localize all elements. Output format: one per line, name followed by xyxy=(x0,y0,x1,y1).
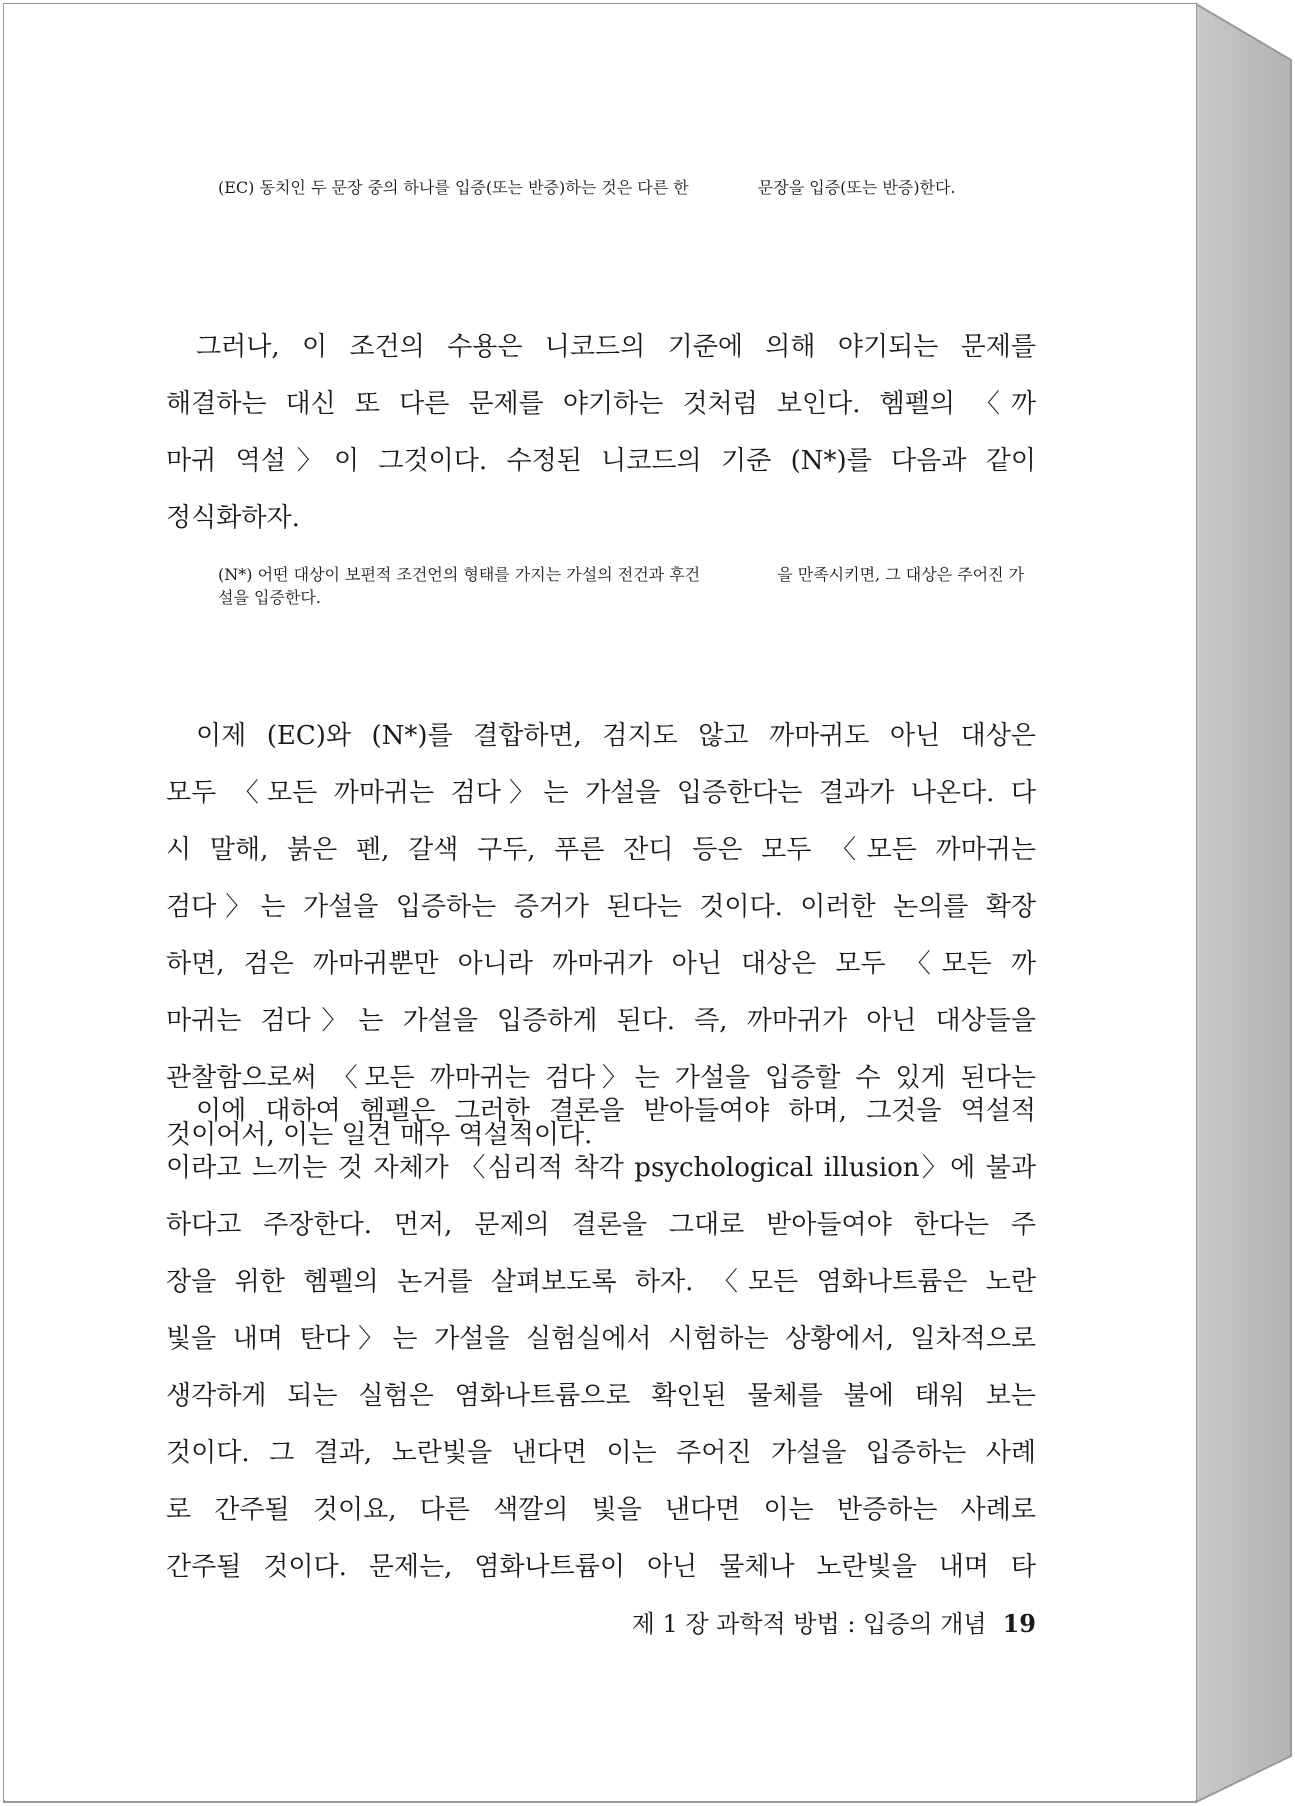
paragraph-line: 해결하는 대신 또 다른 문제를 야기하는 것처럼 보인다. 헴펠의 〈까 xyxy=(166,389,1036,419)
paragraph-line: 시 말해, 붉은 펜, 갈색 구두, 푸른 잔디 등은 모두 〈모든 까마귀는 xyxy=(166,835,1036,865)
paragraph-line: 마귀는 검다〉는 가설을 입증하게 된다. 즉, 까마귀가 아닌 대상들을 xyxy=(166,1006,1036,1036)
paragraph-line: 모두 〈모든 까마귀는 검다〉는 가설을 입증한다는 결과가 나온다. 다 xyxy=(166,778,1036,808)
paragraph-line: 정식화하자. xyxy=(166,503,300,533)
paragraph-line: 마귀 역설〉이 그것이다. 수정된 니코드의 기준 (N*)를 다음과 같이 xyxy=(166,446,1036,476)
paragraph-line: 그러나, 이 조건의 수용은 니코드의 기준에 의해 야기되는 문제를 xyxy=(196,332,1036,362)
quote-ec xyxy=(218,175,1036,198)
paragraph-line: 장을 위한 헴펠의 논거를 살펴보도록 하자. 〈모든 염화나트륨은 노란 xyxy=(166,1267,1036,1297)
paragraph-line: 이라고 느끼는 것 자체가 〈심리적 착각 psychological illusion〉에 불과 xyxy=(166,1153,1036,1183)
chapter-title: 제 1 장 과학적 방법 : 입증의 개념 xyxy=(631,1610,987,1638)
paragraph-line: 하면, 검은 까마귀뿐만 아니라 까마귀가 아닌 대상은 모두 〈모든 까 xyxy=(166,949,1036,979)
paragraph-line: 간주될 것이다. 문제는, 염화나트륨이 아닌 물체나 노란빛을 내며 타 xyxy=(166,1552,1036,1582)
paragraph-1 xyxy=(166,319,1036,547)
quote-ec-line-2: 문장을 입증(또는 반증)한다. xyxy=(757,178,956,197)
paragraph-line: 것이다. 그 결과, 노란빛을 낸다면 이는 주어진 가설을 입증하는 사례 xyxy=(166,1438,1036,1468)
paragraph-line: 생각하게 되는 실험은 염화나트륨으로 확인된 물체를 불에 태워 보는 xyxy=(166,1381,1036,1411)
quote-n-line-2: 을 만족시키면, 그 대상은 주어진 가설을 입증한다. xyxy=(218,565,1025,607)
paragraph-line: 관찰함으로써 〈모든 까마귀는 검다〉는 가설을 입증할 수 있게 된다는 xyxy=(166,1063,1036,1093)
quote-n-star xyxy=(218,562,1036,608)
paragraph-line: 것이어서, 이는 일견 매우 역설적이다. xyxy=(166,1120,593,1150)
paragraph-line: 이제 (EC)와 (N*)를 결합하면, 검지도 않고 까마귀도 아닌 대상은 xyxy=(196,721,1036,751)
paragraph-line: 검다〉는 가설을 입증하는 증거가 된다는 것이다. 이러한 논의를 확장 xyxy=(166,892,1036,922)
page-number: 19 xyxy=(1002,1609,1036,1638)
paragraph-line: 빛을 내며 탄다〉는 가설을 실험실에서 시험하는 상황에서, 일차적으로 xyxy=(166,1324,1036,1354)
paragraph-line: 이에 대하여 헴펠은 그러한 결론을 받아들여야 하며, 그것을 역설적 xyxy=(196,1096,1036,1126)
paragraph-3 xyxy=(166,1083,1036,1596)
page-footer xyxy=(600,1604,1036,1644)
paragraph-line: 하다고 주장한다. 먼저, 문제의 결론을 그대로 받아들여야 한다는 주 xyxy=(166,1210,1036,1240)
quote-n-line-1: (N*) 어떤 대상이 보편적 조건언의 형태를 가지는 가설의 전건과 후건 xyxy=(218,565,701,584)
paragraph-line: 로 간주될 것이요, 다른 색깔의 빛을 낸다면 이는 반증하는 사례로 xyxy=(166,1495,1036,1525)
quote-ec-line-1: (EC) 동치인 두 문장 중의 하나를 입증(또는 반증)하는 것은 다른 한 xyxy=(218,178,689,197)
